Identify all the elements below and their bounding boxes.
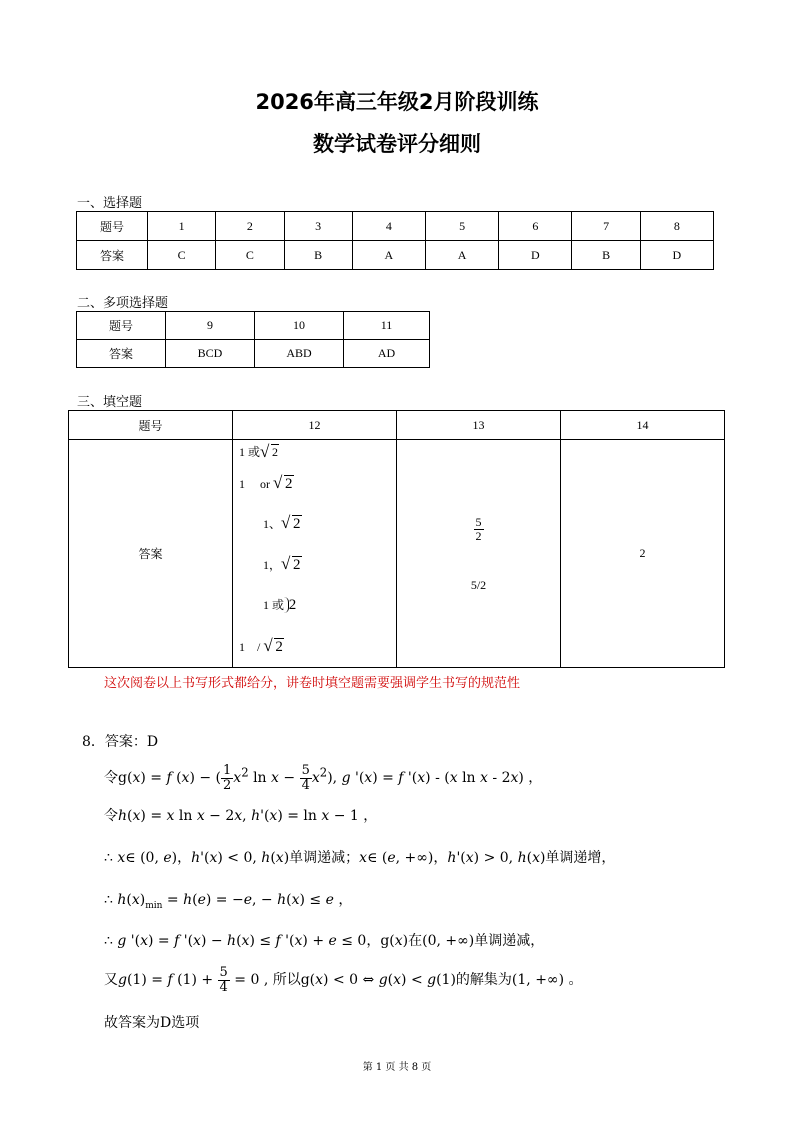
mc-answer-label: 答案 [77,241,148,270]
solution-line: ∴ g '(x) = f '(x) − h(x) ≤ f '(x) + e ≤ 0，g(x)在(0, +∞)单调递减， [104,933,545,949]
q12-form: 1 / √ 2 [239,638,284,656]
mc-answer: D [499,241,572,270]
fill-number: 13 [397,411,561,440]
mc-answer: C [148,241,216,270]
solution-line: 又g(1) = f (1) + $\frac{5}{4}$ = 0 , 所以g(x) < 0 ⇔ g(x) < g(1)的解集为(1, +∞) 。 [104,965,583,995]
page-title: 2026年高三年级2月阶段训练 [255,90,539,114]
section2-label: 二、多项选择题 [77,296,169,311]
solution-line: ∴ x∈ (0, e)，h'(x) < 0, h(x)单调递减；x∈ (e, +∞)，h'(x) > 0, h(x)单调递增， [104,850,616,866]
multi-number: 9 [166,312,255,340]
solution-line: 令h(x) = x ln x − 2x, h'(x) = ln x − 1 ， [104,808,378,824]
fill-number: 12 [233,411,397,440]
q12-answer-cell [233,440,397,668]
multi-number: 11 [344,312,430,340]
fill-number: 14 [561,411,725,440]
multi-answer: AD [344,340,430,368]
multi-choice-table [76,311,430,368]
mc-answer: A [425,241,498,270]
grading-note: 这次阅卷以上书写形式都给分，讲卷时填空题需要强调学生书写的规范性 [104,676,521,691]
mc-number: 6 [499,212,572,241]
mc-answer: B [572,241,640,270]
solution-conclusion: 故答案为D选项 [104,1015,200,1031]
q12-form: 1，√ 2 [263,556,302,574]
q12-form: 1 或 2 [263,597,297,613]
page-subtitle: 数学试卷评分细则 [313,132,481,156]
section1-label: 一、选择题 [77,196,143,211]
mc-number: 1 [148,212,216,241]
multi-header: 题号 [77,312,166,340]
solution-line: 令g(x) = f (x) − ( $\frac{1}{2}$ $x^2$ ln x − $\frac{5}{4}$ $x^2$), g '(x) = f '(x) - (x ln x - 2x) ， [104,763,543,793]
multi-answer: ABD [255,340,344,368]
q12-form: 1、√ 2 [263,515,302,533]
page-footer: 第 1 页 共 8 页 [362,1062,432,1073]
q14-answer: 2 [561,440,725,668]
multi-answer: BCD [166,340,255,368]
mc-header: 题号 [77,212,148,241]
section3-label: 三、填空题 [77,395,143,410]
mc-answer: B [284,241,352,270]
mc-number: 5 [425,212,498,241]
fill-header: 题号 [69,411,233,440]
fill-in-table [68,410,725,668]
mc-answer: D [640,241,713,270]
multi-number: 10 [255,312,344,340]
fill-answer-label: 答案 [69,440,233,668]
multi-answer-label: 答案 [77,340,166,368]
q13-fraction: $\frac{5}{2}$ [475,515,482,543]
mc-answer: A [352,241,425,270]
q13-answer-cell [397,440,561,668]
q13-inline-answer: 5/2 [470,578,487,592]
mc-number: 4 [352,212,425,241]
solution-line: ∴ $h(x)_{min} = h(e) = -e$, − h(x) ≤ e ， [104,892,353,911]
mc-number: 8 [640,212,713,241]
mc-number: 2 [216,212,284,241]
mc-table [76,211,714,270]
mc-number: 3 [284,212,352,241]
q12-form: 1 或√ 2 [239,443,279,460]
q12-form: 1 or √ 2 [239,475,294,493]
mc-number: 7 [572,212,640,241]
solution-heading: 8．答案：D [82,734,159,750]
mc-answer: C [216,241,284,270]
